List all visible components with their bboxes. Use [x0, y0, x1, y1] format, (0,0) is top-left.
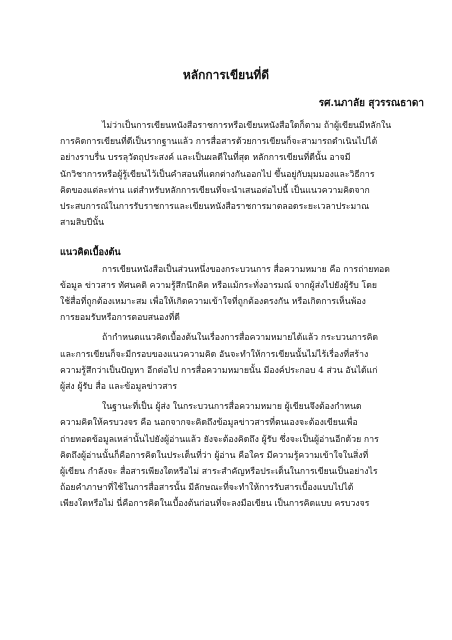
text-line: ความคิดให้ครบวงจร คือ นอกจากจะคิดถึงข้อมูลข่าวสารที่ตนเองจะต้องเขียนเพื่อ [60, 418, 358, 429]
text-line: ข้อมูล ข่าวสาร ทัศนคติ ความรู้สึกนึกคิด หรือแม้กระทั่งอารมณ์ จากผู้ส่งไปยังผู้รับ โดย [60, 280, 377, 291]
document-title: หลักการเขียนที่ดี [182, 68, 270, 82]
paragraph-3 [60, 399, 426, 512]
text-line: สามสิบปีนั้น [60, 218, 105, 229]
text-line: ผู้ส่ง ผู้รับ สื่อ และข้อมูลข่าวสาร [60, 382, 178, 393]
text-line: นักวิชาการหรือผู้รู้เขียนไว้เป็นคำสอนที่แตกต่างกันออกไป ขึ้นอยู่กับมุมมองและวิธีการ [60, 169, 375, 180]
text-line: คิดของแต่ละท่าน แต่สำหรับหลักการเขียนที่จะนำเสนอต่อไปนี้ เป็นแนวความคิดจาก [60, 185, 370, 196]
text-line: อย่างราบรื่น บรรลุวัตถุประสงค์ และเป็นผลดีในที่สุด หลักการเขียนที่ดีนั้น อาจมี [60, 153, 351, 164]
paragraph-1 [60, 262, 426, 327]
text-line: ไม่ว่าเป็นการเขียนหนังสือราชการหรือเขียนหนังสือใดก็ตาม ถ้าผู้เขียนมีหลักใน [102, 121, 392, 131]
text-line: ความรู้สึกว่าเป็นปัญหา อีกต่อไป การสื่อความหมายนั้น มีองค์ประกอบ 4 ส่วน อันได้แก่ [60, 365, 378, 376]
text-line: ถ้ากำหนดแนวคิดเบื้องต้นในเรื่องการสื่อความหมายได้แล้ว กระบวนการคิด [102, 333, 379, 344]
text-line: ผู้เขียน กำลังจะ สื่อสารเพียงใดหรือไม่ สาระสำคัญหรือประเด็นในการเขียนเป็นอย่างไร [60, 467, 378, 478]
text-line: คิดถึงผู้อ่านนั้นก็คือการคิดในประเด็นที่ว่า ผู้อ่าน คือใคร มีความรู้ความเข้าใจในสิ่งที่ [60, 450, 369, 461]
text-line: ใช้สื่อที่ถูกต้องเหมาะสม เพื่อให้เกิดความเข้าใจที่ถูกต้องตรงกัน หรือเกิดการเห็นพ้อง [60, 297, 366, 308]
document-author: รศ.นภาลัย สุวรรณธาดา [318, 98, 424, 109]
document-body [60, 118, 426, 513]
text-line: เพียงใดหรือไม่ นี่คือการคิดในเบื้องต้นก่อนที่จะลงมือเขียน เป็นการคิดแบบ ครบวงจร [60, 499, 370, 510]
text-line: ถ้อยคำภาษาที่ใช้ในการสื่อสารนั้น มีลักษณะที่จะทำให้การรับสารเบื้องแบบไปได้ [60, 483, 354, 494]
intro-paragraph [60, 118, 426, 231]
paragraph-2 [60, 330, 426, 395]
text-line: การเขียนหนังสือเป็นส่วนหนึ่งของกระบวนการ สื่อความหมาย คือ การถ่ายทอด [102, 264, 390, 275]
text-line: ถ่ายทอดข้อมูลเหล่านั้นไปยังผู้อ่านแล้ว ยังจะต้องคิดถึง ผู้รับ ซึ่งจะเป็นผู้อ่านอีกด้วย การ [60, 434, 379, 445]
text-line: ประสบการณ์ในการรับราชการและเขียนหนังสือราชการมาตลอดระยะเวลาประมาณ [60, 202, 370, 213]
section-heading: แนวคิดเบื้องต้น [60, 247, 121, 259]
text-line: และการเขียนก็จะมีกรอบของแนวความคิด อันจะทำให้การเขียนนั้นไม่ไร้เรื่องที่สร้าง [60, 349, 369, 360]
text-line: ในฐานะที่เป็น ผู้ส่ง ในกระบวนการสื่อความหมาย ผู้เขียนจึงต้องกำหนด [102, 402, 362, 413]
text-line: การคิดการเขียนที่ดีเป็นรากฐานแล้ว การสื่อสารด้วยการเขียนก็จะสามารถดำเนินไปได้ [60, 137, 378, 148]
text-line: การยอมรับหรือการตอบสนองที่ดี [60, 313, 180, 324]
